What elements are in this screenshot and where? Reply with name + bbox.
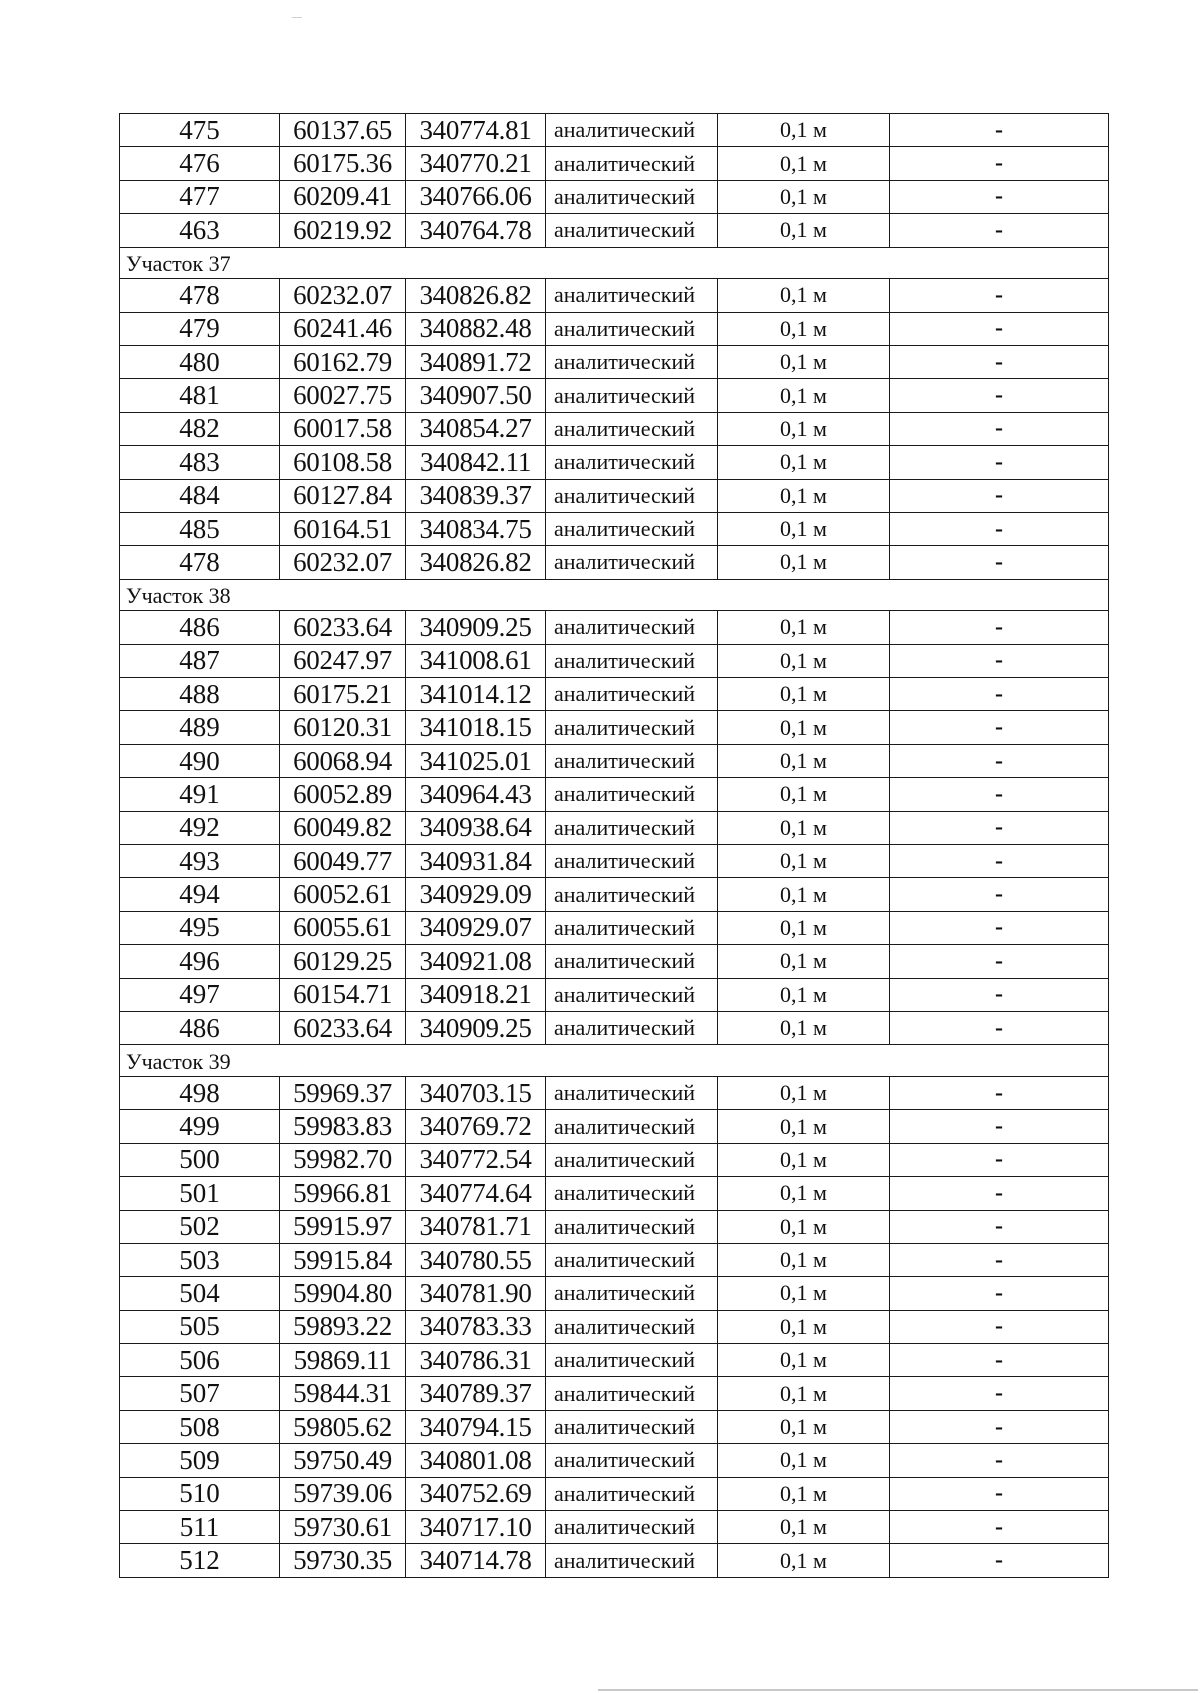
x-coordinate-cell: 60164.51 <box>280 512 406 545</box>
point-number-cell: 501 <box>120 1177 280 1210</box>
table-row <box>120 180 1109 213</box>
y-coordinate-cell: 340929.07 <box>406 911 546 944</box>
x-coordinate-cell: 60120.31 <box>280 711 406 744</box>
note-cell: - <box>890 279 1109 312</box>
x-coordinate-cell: 59983.83 <box>280 1110 406 1143</box>
x-coordinate-cell: 59844.31 <box>280 1377 406 1410</box>
x-coordinate-cell: 60052.61 <box>280 878 406 911</box>
note-cell: - <box>890 1177 1109 1210</box>
x-coordinate-cell: 60232.07 <box>280 279 406 312</box>
y-coordinate-cell: 340882.48 <box>406 312 546 345</box>
method-cell: аналитический <box>546 1310 718 1343</box>
accuracy-cell: 0,1 м <box>718 1210 890 1243</box>
method-cell: аналитический <box>546 479 718 512</box>
accuracy-cell: 0,1 м <box>718 1511 890 1544</box>
table-row <box>120 1310 1109 1343</box>
note-cell: - <box>890 678 1109 711</box>
point-number-cell: 504 <box>120 1277 280 1310</box>
note-cell: - <box>890 811 1109 844</box>
y-coordinate-cell: 340931.84 <box>406 845 546 878</box>
point-number-cell: 510 <box>120 1477 280 1510</box>
accuracy-cell: 0,1 м <box>718 180 890 213</box>
method-cell: аналитический <box>546 1177 718 1210</box>
section-label: Участок 37 <box>120 247 1109 279</box>
point-number-cell: 512 <box>120 1544 280 1577</box>
x-coordinate-cell: 60154.71 <box>280 978 406 1011</box>
point-number-cell: 511 <box>120 1511 280 1544</box>
method-cell: аналитический <box>546 114 718 147</box>
y-coordinate-cell: 340938.64 <box>406 811 546 844</box>
note-cell: - <box>890 744 1109 777</box>
table-row <box>120 1444 1109 1477</box>
table-row <box>120 1511 1109 1544</box>
method-cell: аналитический <box>546 1544 718 1577</box>
accuracy-cell: 0,1 м <box>718 678 890 711</box>
method-cell: аналитический <box>546 1210 718 1243</box>
y-coordinate-cell: 340891.72 <box>406 345 546 378</box>
table-row <box>120 412 1109 445</box>
x-coordinate-cell: 60232.07 <box>280 546 406 579</box>
x-coordinate-cell: 60129.25 <box>280 945 406 978</box>
method-cell: аналитический <box>546 744 718 777</box>
y-coordinate-cell: 340834.75 <box>406 512 546 545</box>
accuracy-cell: 0,1 м <box>718 546 890 579</box>
point-number-cell: 497 <box>120 978 280 1011</box>
note-cell: - <box>890 412 1109 445</box>
note-cell: - <box>890 878 1109 911</box>
accuracy-cell: 0,1 м <box>718 1444 890 1477</box>
point-number-cell: 506 <box>120 1344 280 1377</box>
note-cell: - <box>890 214 1109 247</box>
method-cell: аналитический <box>546 1076 718 1109</box>
accuracy-cell: 0,1 м <box>718 611 890 644</box>
accuracy-cell: 0,1 м <box>718 1310 890 1343</box>
method-cell: аналитический <box>546 1377 718 1410</box>
table-row <box>120 744 1109 777</box>
note-cell: - <box>890 147 1109 180</box>
y-coordinate-cell: 341018.15 <box>406 711 546 744</box>
point-number-cell: 476 <box>120 147 280 180</box>
note-cell: - <box>890 1143 1109 1176</box>
x-coordinate-cell: 60233.64 <box>280 1011 406 1044</box>
note-cell: - <box>890 446 1109 479</box>
x-coordinate-cell: 60137.65 <box>280 114 406 147</box>
method-cell: аналитический <box>546 644 718 677</box>
x-coordinate-cell: 60175.21 <box>280 678 406 711</box>
accuracy-cell: 0,1 м <box>718 1243 890 1276</box>
accuracy-cell: 0,1 м <box>718 1177 890 1210</box>
y-coordinate-cell: 340703.15 <box>406 1076 546 1109</box>
method-cell: аналитический <box>546 845 718 878</box>
x-coordinate-cell: 60162.79 <box>280 345 406 378</box>
accuracy-cell: 0,1 м <box>718 1143 890 1176</box>
method-cell: аналитический <box>546 711 718 744</box>
accuracy-cell: 0,1 м <box>718 147 890 180</box>
accuracy-cell: 0,1 м <box>718 1410 890 1443</box>
note-cell: - <box>890 345 1109 378</box>
method-cell: аналитический <box>546 678 718 711</box>
y-coordinate-cell: 340717.10 <box>406 1511 546 1544</box>
table-row <box>120 711 1109 744</box>
note-cell: - <box>890 479 1109 512</box>
table-row <box>120 878 1109 911</box>
method-cell: аналитический <box>546 279 718 312</box>
table-row <box>120 546 1109 579</box>
y-coordinate-cell: 340786.31 <box>406 1344 546 1377</box>
table-row <box>120 512 1109 545</box>
accuracy-cell: 0,1 м <box>718 711 890 744</box>
x-coordinate-cell: 59915.97 <box>280 1210 406 1243</box>
note-cell: - <box>890 845 1109 878</box>
note-cell: - <box>890 1110 1109 1143</box>
section-header-row <box>120 247 1109 279</box>
x-coordinate-cell: 60049.77 <box>280 845 406 878</box>
accuracy-cell: 0,1 м <box>718 744 890 777</box>
scan-artifact <box>598 1689 1198 1691</box>
table-row <box>120 945 1109 978</box>
point-number-cell: 492 <box>120 811 280 844</box>
method-cell: аналитический <box>546 878 718 911</box>
y-coordinate-cell: 340780.55 <box>406 1243 546 1276</box>
note-cell: - <box>890 911 1109 944</box>
method-cell: аналитический <box>546 1344 718 1377</box>
method-cell: аналитический <box>546 546 718 579</box>
point-number-cell: 485 <box>120 512 280 545</box>
x-coordinate-cell: 60175.36 <box>280 147 406 180</box>
table-row <box>120 312 1109 345</box>
point-number-cell: 509 <box>120 1444 280 1477</box>
accuracy-cell: 0,1 м <box>718 1110 890 1143</box>
y-coordinate-cell: 340909.25 <box>406 1011 546 1044</box>
table-row <box>120 379 1109 412</box>
x-coordinate-cell: 60247.97 <box>280 644 406 677</box>
point-number-cell: 493 <box>120 845 280 878</box>
method-cell: аналитический <box>546 379 718 412</box>
table-row <box>120 1243 1109 1276</box>
accuracy-cell: 0,1 м <box>718 214 890 247</box>
accuracy-cell: 0,1 м <box>718 479 890 512</box>
accuracy-cell: 0,1 м <box>718 1344 890 1377</box>
point-number-cell: 496 <box>120 945 280 978</box>
accuracy-cell: 0,1 м <box>718 512 890 545</box>
y-coordinate-cell: 340826.82 <box>406 279 546 312</box>
x-coordinate-cell: 60052.89 <box>280 778 406 811</box>
y-coordinate-cell: 340907.50 <box>406 379 546 412</box>
note-cell: - <box>890 1076 1109 1109</box>
table-row <box>120 911 1109 944</box>
point-number-cell: 487 <box>120 644 280 677</box>
table-row <box>120 1277 1109 1310</box>
table-row <box>120 345 1109 378</box>
table-row <box>120 114 1109 147</box>
point-number-cell: 503 <box>120 1243 280 1276</box>
x-coordinate-cell: 59739.06 <box>280 1477 406 1510</box>
accuracy-cell: 0,1 м <box>718 279 890 312</box>
section-header-row <box>120 1045 1109 1077</box>
note-cell: - <box>890 1410 1109 1443</box>
method-cell: аналитический <box>546 180 718 213</box>
accuracy-cell: 0,1 м <box>718 412 890 445</box>
point-number-cell: 484 <box>120 479 280 512</box>
point-number-cell: 495 <box>120 911 280 944</box>
y-coordinate-cell: 341014.12 <box>406 678 546 711</box>
table-row <box>120 1143 1109 1176</box>
table-row <box>120 678 1109 711</box>
table-row <box>120 1110 1109 1143</box>
point-number-cell: 483 <box>120 446 280 479</box>
accuracy-cell: 0,1 м <box>718 911 890 944</box>
x-coordinate-cell: 60209.41 <box>280 180 406 213</box>
y-coordinate-cell: 340752.69 <box>406 1477 546 1510</box>
x-coordinate-cell: 60017.58 <box>280 412 406 445</box>
y-coordinate-cell: 340918.21 <box>406 978 546 1011</box>
note-cell: - <box>890 1344 1109 1377</box>
note-cell: - <box>890 114 1109 147</box>
accuracy-cell: 0,1 м <box>718 1377 890 1410</box>
note-cell: - <box>890 1243 1109 1276</box>
point-number-cell: 502 <box>120 1210 280 1243</box>
accuracy-cell: 0,1 м <box>718 778 890 811</box>
x-coordinate-cell: 59750.49 <box>280 1444 406 1477</box>
y-coordinate-cell: 340764.78 <box>406 214 546 247</box>
method-cell: аналитический <box>546 1243 718 1276</box>
method-cell: аналитический <box>546 911 718 944</box>
accuracy-cell: 0,1 м <box>718 1544 890 1577</box>
accuracy-cell: 0,1 м <box>718 379 890 412</box>
method-cell: аналитический <box>546 1277 718 1310</box>
method-cell: аналитический <box>546 345 718 378</box>
accuracy-cell: 0,1 м <box>718 845 890 878</box>
y-coordinate-cell: 340839.37 <box>406 479 546 512</box>
y-coordinate-cell: 340801.08 <box>406 1444 546 1477</box>
point-number-cell: 499 <box>120 1110 280 1143</box>
y-coordinate-cell: 340921.08 <box>406 945 546 978</box>
accuracy-cell: 0,1 м <box>718 811 890 844</box>
table-row <box>120 1344 1109 1377</box>
accuracy-cell: 0,1 м <box>718 446 890 479</box>
note-cell: - <box>890 180 1109 213</box>
y-coordinate-cell: 340770.21 <box>406 147 546 180</box>
note-cell: - <box>890 512 1109 545</box>
note-cell: - <box>890 1544 1109 1577</box>
table-row <box>120 1377 1109 1410</box>
table-row <box>120 1011 1109 1044</box>
y-coordinate-cell: 340929.09 <box>406 878 546 911</box>
x-coordinate-cell: 60127.84 <box>280 479 406 512</box>
note-cell: - <box>890 1444 1109 1477</box>
x-coordinate-cell: 60049.82 <box>280 811 406 844</box>
point-number-cell: 477 <box>120 180 280 213</box>
table-row <box>120 147 1109 180</box>
y-coordinate-cell: 340774.64 <box>406 1177 546 1210</box>
table-row <box>120 778 1109 811</box>
accuracy-cell: 0,1 м <box>718 1076 890 1109</box>
method-cell: аналитический <box>546 412 718 445</box>
x-coordinate-cell: 59966.81 <box>280 1177 406 1210</box>
x-coordinate-cell: 60241.46 <box>280 312 406 345</box>
accuracy-cell: 0,1 м <box>718 945 890 978</box>
method-cell: аналитический <box>546 1143 718 1176</box>
x-coordinate-cell: 59904.80 <box>280 1277 406 1310</box>
table-row <box>120 644 1109 677</box>
y-coordinate-cell: 340769.72 <box>406 1110 546 1143</box>
table-row <box>120 845 1109 878</box>
method-cell: аналитический <box>546 611 718 644</box>
note-cell: - <box>890 778 1109 811</box>
y-coordinate-cell: 340794.15 <box>406 1410 546 1443</box>
x-coordinate-cell: 59915.84 <box>280 1243 406 1276</box>
y-coordinate-cell: 341025.01 <box>406 744 546 777</box>
accuracy-cell: 0,1 м <box>718 1011 890 1044</box>
x-coordinate-cell: 60068.94 <box>280 744 406 777</box>
table-row <box>120 214 1109 247</box>
point-number-cell: 489 <box>120 711 280 744</box>
method-cell: аналитический <box>546 214 718 247</box>
note-cell: - <box>890 379 1109 412</box>
x-coordinate-cell: 59869.11 <box>280 1344 406 1377</box>
note-cell: - <box>890 546 1109 579</box>
x-coordinate-cell: 60027.75 <box>280 379 406 412</box>
note-cell: - <box>890 644 1109 677</box>
table-row <box>120 1544 1109 1577</box>
y-coordinate-cell: 340772.54 <box>406 1143 546 1176</box>
y-coordinate-cell: 340774.81 <box>406 114 546 147</box>
method-cell: аналитический <box>546 512 718 545</box>
point-number-cell: 478 <box>120 279 280 312</box>
x-coordinate-cell: 59969.37 <box>280 1076 406 1109</box>
note-cell: - <box>890 611 1109 644</box>
y-coordinate-cell: 340781.71 <box>406 1210 546 1243</box>
table-row <box>120 446 1109 479</box>
table-row <box>120 978 1109 1011</box>
table-row <box>120 479 1109 512</box>
accuracy-cell: 0,1 м <box>718 644 890 677</box>
table-row <box>120 1177 1109 1210</box>
x-coordinate-cell: 60108.58 <box>280 446 406 479</box>
point-number-cell: 505 <box>120 1310 280 1343</box>
table-row <box>120 279 1109 312</box>
point-number-cell: 480 <box>120 345 280 378</box>
table-row <box>120 1410 1109 1443</box>
section-header-row <box>120 579 1109 611</box>
y-coordinate-cell: 340714.78 <box>406 1544 546 1577</box>
note-cell: - <box>890 1277 1109 1310</box>
y-coordinate-cell: 340909.25 <box>406 611 546 644</box>
y-coordinate-cell: 340783.33 <box>406 1310 546 1343</box>
point-number-cell: 475 <box>120 114 280 147</box>
scan-artifact <box>292 17 302 18</box>
accuracy-cell: 0,1 м <box>718 878 890 911</box>
note-cell: - <box>890 1477 1109 1510</box>
y-coordinate-cell: 341008.61 <box>406 644 546 677</box>
point-number-cell: 486 <box>120 1011 280 1044</box>
point-number-cell: 463 <box>120 214 280 247</box>
note-cell: - <box>890 945 1109 978</box>
method-cell: аналитический <box>546 811 718 844</box>
note-cell: - <box>890 1210 1109 1243</box>
point-number-cell: 491 <box>120 778 280 811</box>
note-cell: - <box>890 1310 1109 1343</box>
method-cell: аналитический <box>546 312 718 345</box>
method-cell: аналитический <box>546 945 718 978</box>
method-cell: аналитический <box>546 1011 718 1044</box>
table-row <box>120 1477 1109 1510</box>
point-number-cell: 482 <box>120 412 280 445</box>
note-cell: - <box>890 1377 1109 1410</box>
method-cell: аналитический <box>546 446 718 479</box>
point-number-cell: 498 <box>120 1076 280 1109</box>
note-cell: - <box>890 1011 1109 1044</box>
note-cell: - <box>890 711 1109 744</box>
y-coordinate-cell: 340789.37 <box>406 1377 546 1410</box>
note-cell: - <box>890 1511 1109 1544</box>
x-coordinate-cell: 59805.62 <box>280 1410 406 1443</box>
y-coordinate-cell: 340854.27 <box>406 412 546 445</box>
y-coordinate-cell: 340964.43 <box>406 778 546 811</box>
method-cell: аналитический <box>546 1110 718 1143</box>
method-cell: аналитический <box>546 1477 718 1510</box>
accuracy-cell: 0,1 м <box>718 1477 890 1510</box>
method-cell: аналитический <box>546 147 718 180</box>
coordinates-table <box>119 113 1109 1578</box>
y-coordinate-cell: 340826.82 <box>406 546 546 579</box>
table-row <box>120 1210 1109 1243</box>
accuracy-cell: 0,1 м <box>718 978 890 1011</box>
note-cell: - <box>890 978 1109 1011</box>
x-coordinate-cell: 59730.35 <box>280 1544 406 1577</box>
x-coordinate-cell: 60219.92 <box>280 214 406 247</box>
x-coordinate-cell: 59893.22 <box>280 1310 406 1343</box>
point-number-cell: 486 <box>120 611 280 644</box>
accuracy-cell: 0,1 м <box>718 114 890 147</box>
point-number-cell: 494 <box>120 878 280 911</box>
table-row <box>120 811 1109 844</box>
x-coordinate-cell: 60055.61 <box>280 911 406 944</box>
point-number-cell: 479 <box>120 312 280 345</box>
y-coordinate-cell: 340781.90 <box>406 1277 546 1310</box>
y-coordinate-cell: 340842.11 <box>406 446 546 479</box>
section-label: Участок 39 <box>120 1045 1109 1077</box>
accuracy-cell: 0,1 м <box>718 1277 890 1310</box>
method-cell: аналитический <box>546 1511 718 1544</box>
point-number-cell: 490 <box>120 744 280 777</box>
accuracy-cell: 0,1 м <box>718 312 890 345</box>
method-cell: аналитический <box>546 1410 718 1443</box>
point-number-cell: 478 <box>120 546 280 579</box>
section-label: Участок 38 <box>120 579 1109 611</box>
point-number-cell: 481 <box>120 379 280 412</box>
x-coordinate-cell: 60233.64 <box>280 611 406 644</box>
y-coordinate-cell: 340766.06 <box>406 180 546 213</box>
method-cell: аналитический <box>546 1444 718 1477</box>
point-number-cell: 500 <box>120 1143 280 1176</box>
coordinates-table-body <box>120 114 1109 1578</box>
method-cell: аналитический <box>546 778 718 811</box>
method-cell: аналитический <box>546 978 718 1011</box>
table-row <box>120 611 1109 644</box>
note-cell: - <box>890 312 1109 345</box>
point-number-cell: 507 <box>120 1377 280 1410</box>
x-coordinate-cell: 59982.70 <box>280 1143 406 1176</box>
point-number-cell: 488 <box>120 678 280 711</box>
point-number-cell: 508 <box>120 1410 280 1443</box>
accuracy-cell: 0,1 м <box>718 345 890 378</box>
x-coordinate-cell: 59730.61 <box>280 1511 406 1544</box>
table-row <box>120 1076 1109 1109</box>
